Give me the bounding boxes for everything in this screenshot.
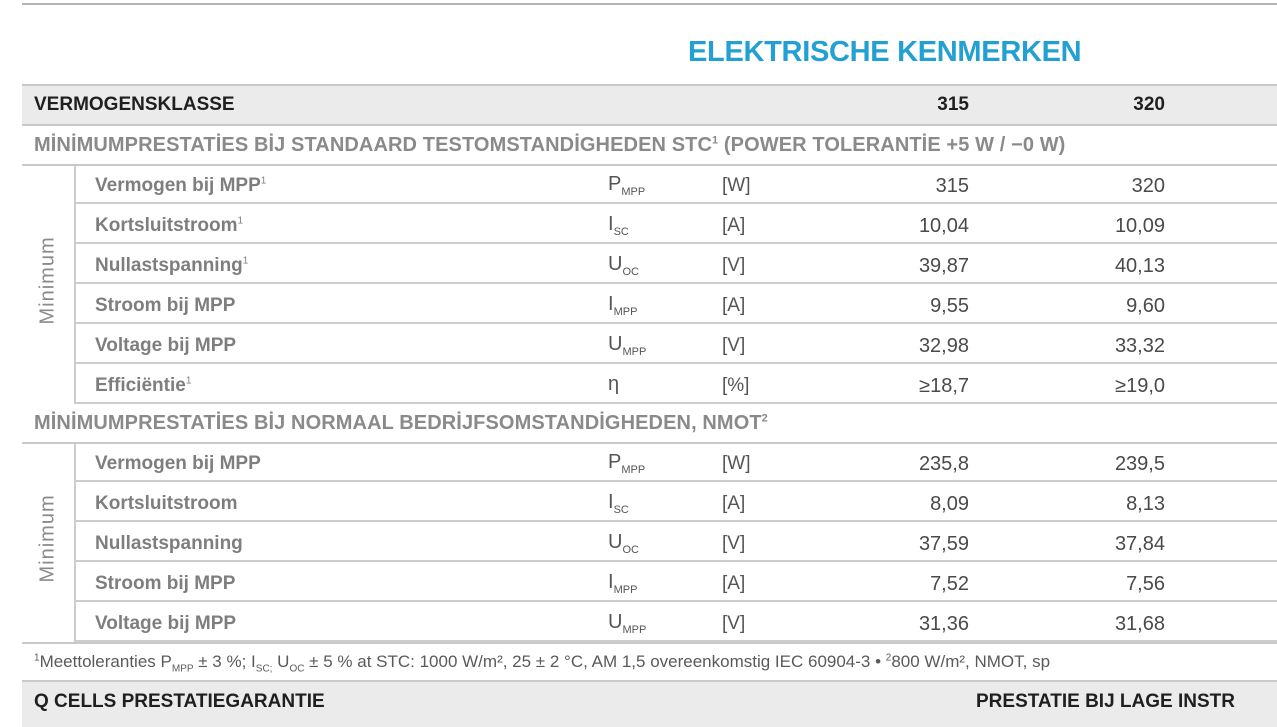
page-title: ELEKTRISCHE KENMERKEN — [688, 36, 1082, 68]
value-315: 31,36 — [918, 613, 969, 635]
value-315: 10,04 — [918, 215, 969, 237]
value-315: 235,8 — [918, 453, 969, 475]
row-divider — [76, 480, 1277, 482]
param-unit: [W] — [722, 175, 751, 196]
value-315: 9,55 — [930, 295, 969, 317]
param-symbol: $U_{MPP}$ — [608, 333, 647, 358]
table-row — [76, 484, 1277, 522]
param-label: Voltage bij MPP — [95, 335, 237, 356]
table-row — [76, 604, 1277, 642]
param-symbol: $I_{MPP}$ — [608, 571, 638, 596]
param-unit: [V] — [722, 613, 746, 634]
class-header-col2: 320 — [1133, 94, 1165, 115]
row-divider — [76, 520, 1277, 522]
param-label: Vermogen bij MPP$^1$ — [95, 175, 267, 196]
divider — [22, 642, 1277, 644]
value-320: 31,68 — [1114, 613, 1165, 635]
table-row — [76, 286, 1277, 324]
bottom-band — [22, 682, 1277, 727]
param-unit: [V] — [722, 335, 746, 356]
stc-side-label: Minimum — [36, 236, 59, 325]
stc-heading-text: MİNİMUMPRESTATİES BİJ STANDAARD TESTOMSTANDİGHEDEN STC — [34, 134, 713, 156]
param-label: Voltage bij MPP — [95, 613, 237, 634]
param-unit: [A] — [722, 295, 746, 316]
value-315: 39,87 — [918, 255, 969, 277]
param-label: Vermogen bij MPP — [95, 453, 261, 474]
table-row — [76, 166, 1277, 204]
value-315: 315 — [935, 175, 969, 197]
param-label: Nullastspanning$^1$ — [95, 255, 249, 276]
table-row — [76, 524, 1277, 562]
value-320: 239,5 — [1114, 453, 1165, 475]
class-header-label: VERMOGENSKLASSE — [34, 94, 235, 115]
row-divider — [76, 322, 1277, 324]
top-rule — [22, 3, 1277, 5]
param-unit: [W] — [722, 453, 751, 474]
footnote: $^1$Meettoleranties $P_{MPP} \pm 3$ %; $I_{SC;}$ $U_{OC} \pm 5$ % at STC: 1000 W/m², 25 ± 2 °C, AM 1,5 overeenkomstig IEC 60904-3 • $^2$800 W/m², NMOT, sp — [34, 652, 1051, 675]
nmot-section-heading — [22, 404, 1277, 442]
row-divider — [76, 282, 1277, 284]
param-unit: [%] — [722, 375, 750, 396]
row-divider — [76, 202, 1277, 204]
value-320: 7,56 — [1126, 573, 1165, 595]
param-unit: [A] — [722, 493, 746, 514]
param-label: Stroom bij MPP — [95, 295, 236, 316]
param-symbol: $I_{SC}$ — [608, 491, 629, 516]
table-row — [76, 444, 1277, 482]
value-320: 10,09 — [1114, 215, 1165, 237]
value-315: 37,59 — [918, 533, 969, 555]
nmot-heading-sup: 2 — [761, 412, 768, 425]
stc-heading-tail: (POWER TOLERANTİE +5 W / −0 W) — [718, 134, 1066, 156]
param-symbol: $P_{MPP}$ — [608, 173, 646, 198]
table-row — [76, 564, 1277, 602]
row-divider — [76, 362, 1277, 364]
row-divider — [76, 560, 1277, 562]
table-row — [76, 326, 1277, 364]
table-row — [76, 366, 1277, 404]
low-irradiance-heading: PRESTATIE BIJ LAGE INSTR — [976, 691, 1235, 712]
value-315: 7,52 — [930, 573, 969, 595]
nmot-heading-text: MİNİMUMPRESTATİES BİJ NORMAAL BEDRİJFSOMSTANDİGHEDEN, NMOT — [34, 412, 762, 434]
row-divider — [76, 242, 1277, 244]
param-unit: [A] — [722, 573, 746, 594]
value-320: 37,84 — [1114, 533, 1165, 555]
warranty-heading: Q CELLS PRESTATIEGARANTIE — [34, 691, 325, 712]
class-header-col1: 315 — [937, 94, 969, 115]
value-315: 8,09 — [930, 493, 969, 515]
param-symbol: $P_{MPP}$ — [608, 451, 646, 476]
value-320: 33,32 — [1114, 335, 1165, 357]
param-label: Stroom bij MPP — [95, 573, 236, 594]
param-unit: [A] — [722, 215, 746, 236]
param-symbol: η — [608, 373, 620, 395]
row-divider — [76, 600, 1277, 602]
nmot-side-label: Minimum — [36, 494, 59, 583]
param-label: Efficiëntie$^1$ — [95, 375, 192, 396]
param-unit: [V] — [722, 533, 746, 554]
param-label: Kortsluitstroom — [95, 493, 238, 514]
param-symbol: $U_{OC}$ — [608, 531, 639, 556]
value-320: 9,60 — [1126, 295, 1165, 317]
value-320: 8,13 — [1126, 493, 1165, 515]
param-symbol: $U_{MPP}$ — [608, 611, 647, 636]
value-320: 320 — [1131, 175, 1165, 197]
param-symbol: $U_{OC}$ — [608, 253, 639, 278]
stc-heading-sup: 1 — [712, 134, 719, 147]
param-unit: [V] — [722, 255, 746, 276]
stc-section-heading — [22, 126, 1277, 164]
param-symbol: $I_{SC}$ — [608, 213, 629, 238]
table-row — [76, 246, 1277, 284]
value-320: 40,13 — [1114, 255, 1165, 277]
value-315: ≥18,7 — [919, 375, 969, 397]
class-header-band — [22, 86, 1277, 124]
param-symbol: $I_{MPP}$ — [608, 293, 638, 318]
value-315: 32,98 — [918, 335, 969, 357]
value-320: ≥19,0 — [1115, 375, 1165, 397]
table-row — [76, 206, 1277, 244]
param-label: Kortsluitstroom$^1$ — [95, 215, 244, 236]
param-label: Nullastspanning — [95, 533, 243, 554]
